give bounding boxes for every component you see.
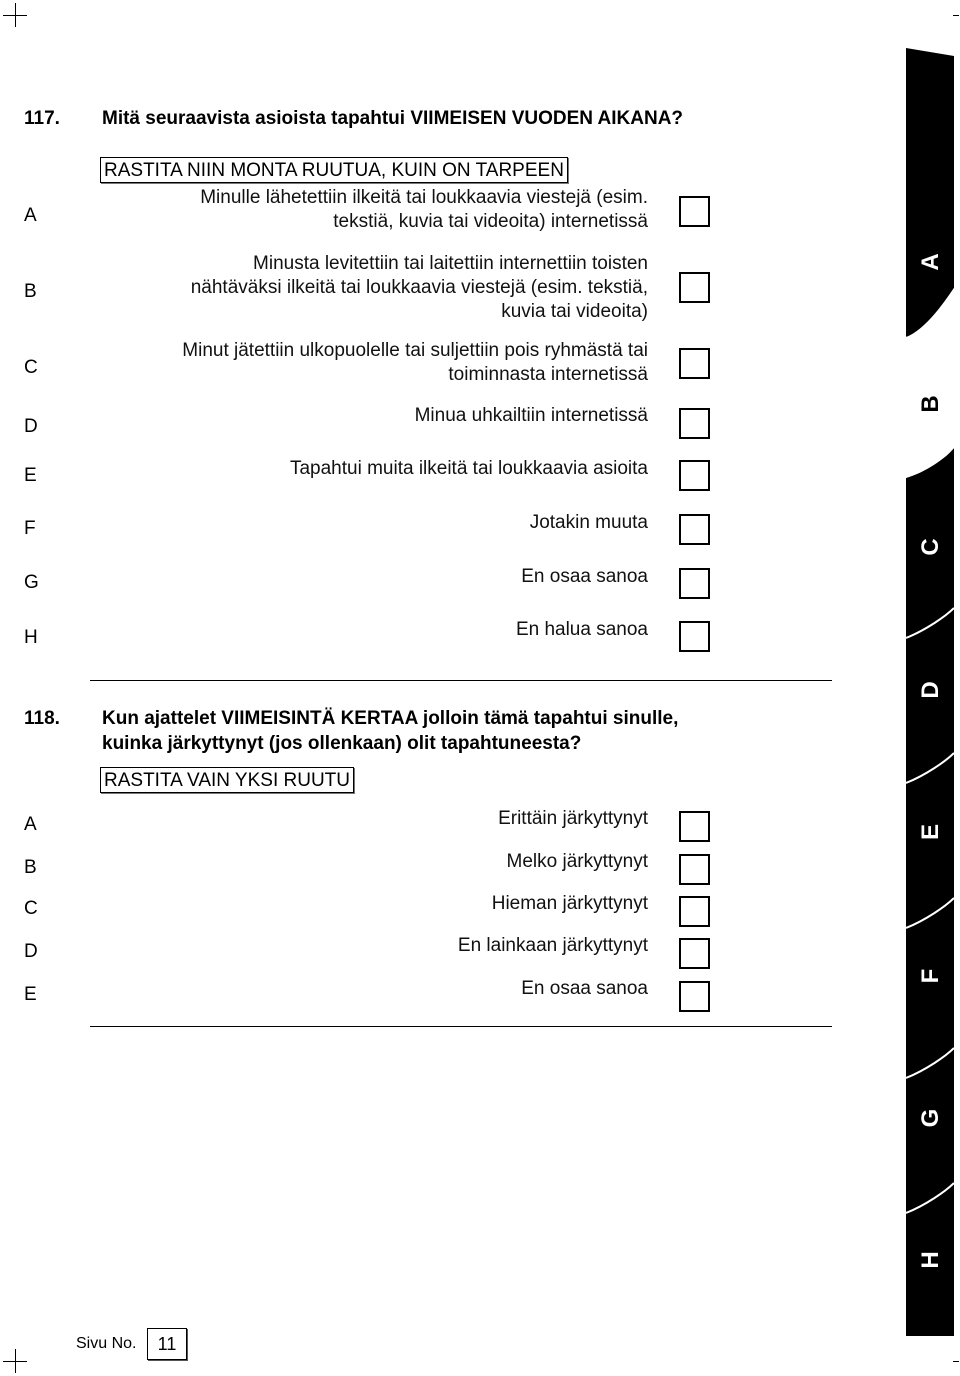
- tab-e[interactable]: E: [917, 824, 944, 841]
- option-label: Hieman järkyttynyt: [491, 893, 648, 914]
- tab-a[interactable]: A: [917, 253, 944, 271]
- crop-mark: [953, 15, 959, 16]
- checkbox[interactable]: [679, 854, 710, 885]
- option-label: [182, 339, 648, 387]
- option-letter: C: [24, 357, 38, 378]
- option-label: [191, 252, 648, 324]
- option-letter: C: [24, 898, 38, 919]
- option-label: [415, 404, 648, 428]
- question-title: Mitä seuraavista asioista tapahtui VIIMEISEN VUODEN AIKANA?: [102, 108, 684, 129]
- option-letter: F: [24, 518, 36, 539]
- checkbox[interactable]: [679, 196, 710, 227]
- question-number: 118.: [24, 708, 60, 729]
- option-line: toiminnasta internetissä: [448, 364, 648, 385]
- checkbox[interactable]: [679, 408, 710, 439]
- checkbox[interactable]: [679, 811, 710, 842]
- option-letter: E: [24, 465, 37, 486]
- option-label: Erittäin järkyttynyt: [498, 808, 648, 829]
- option-label: [200, 186, 648, 234]
- checkbox[interactable]: [679, 568, 710, 599]
- option-letter: H: [24, 627, 38, 648]
- option-line: Minua uhkailtiin internetissä: [414, 405, 648, 426]
- checkbox[interactable]: [679, 621, 710, 652]
- instruction-label: RASTITA NIIN MONTA RUUTUA, KUIN ON TARPEEN: [100, 157, 568, 183]
- option-label: En osaa sanoa: [521, 978, 648, 999]
- checkbox[interactable]: [679, 460, 710, 491]
- question-title-line: kuinka järkyttynyt (jos ollenkaan) olit tapahtuneesta?: [102, 733, 582, 754]
- option-line: Minusta levitettiin tai laitettiin internettiin toisten: [253, 253, 648, 274]
- page-number-label: Sivu No.: [76, 1335, 137, 1352]
- question-number: 117.: [24, 108, 60, 129]
- page-number: 11: [147, 1328, 187, 1360]
- option-line: En osaa sanoa: [521, 566, 648, 587]
- tab-b[interactable]: B: [917, 395, 944, 413]
- question-title: [102, 706, 678, 756]
- option-line: nähtäväksi ilkeitä tai loukkaavia viestejä (esim. tekstiä,: [190, 277, 648, 298]
- option-label: [530, 511, 648, 535]
- tab-f[interactable]: F: [917, 968, 944, 984]
- tab-d[interactable]: D: [917, 681, 944, 699]
- option-label: En lainkaan järkyttynyt: [457, 935, 648, 956]
- checkbox[interactable]: [679, 514, 710, 545]
- option-line: tekstiä, kuvia tai videoita) internetissä: [333, 211, 648, 232]
- section-divider: [90, 1026, 832, 1027]
- option-line: kuvia tai videoita): [501, 301, 648, 322]
- checkbox[interactable]: [679, 348, 710, 379]
- option-letter: B: [24, 857, 37, 878]
- checkbox[interactable]: [679, 938, 710, 969]
- option-letter: B: [24, 281, 37, 302]
- option-letter: A: [24, 814, 37, 835]
- option-letter: G: [24, 572, 39, 593]
- option-line: Jotakin muuta: [529, 512, 648, 533]
- question-title-line: Kun ajattelet VIIMEISINTÄ KERTAA jolloin tämä tapahtui sinulle,: [102, 708, 679, 729]
- crop-mark: [15, 1349, 16, 1373]
- option-line: Minut jätettiin ulkopuolelle tai suljettiin pois ryhmästä tai: [182, 340, 648, 361]
- option-label: [516, 618, 648, 642]
- option-line: En halua sanoa: [515, 619, 648, 640]
- tab-c[interactable]: C: [917, 538, 944, 556]
- tab-g[interactable]: G: [917, 1108, 944, 1128]
- option-letter: A: [24, 205, 37, 226]
- checkbox[interactable]: [679, 896, 710, 927]
- option-letter: D: [24, 416, 38, 437]
- checkbox[interactable]: [679, 272, 710, 303]
- option-letter: D: [24, 941, 38, 962]
- section-divider: [90, 680, 832, 681]
- tab-h[interactable]: H: [917, 1251, 944, 1269]
- crop-mark: [15, 3, 16, 27]
- option-letter: E: [24, 984, 37, 1005]
- crop-mark: [953, 1361, 959, 1362]
- option-label: [290, 457, 648, 481]
- checkbox[interactable]: [679, 981, 710, 1012]
- option-label: [521, 565, 648, 589]
- option-label: Melko järkyttynyt: [506, 851, 648, 872]
- option-line: Tapahtui muita ilkeitä tai loukkaavia asioita: [289, 458, 648, 479]
- option-line: Minulle lähetettiin ilkeitä tai loukkaavia viestejä (esim.: [200, 187, 648, 208]
- instruction-label: RASTITA VAIN YKSI RUUTU: [100, 767, 354, 793]
